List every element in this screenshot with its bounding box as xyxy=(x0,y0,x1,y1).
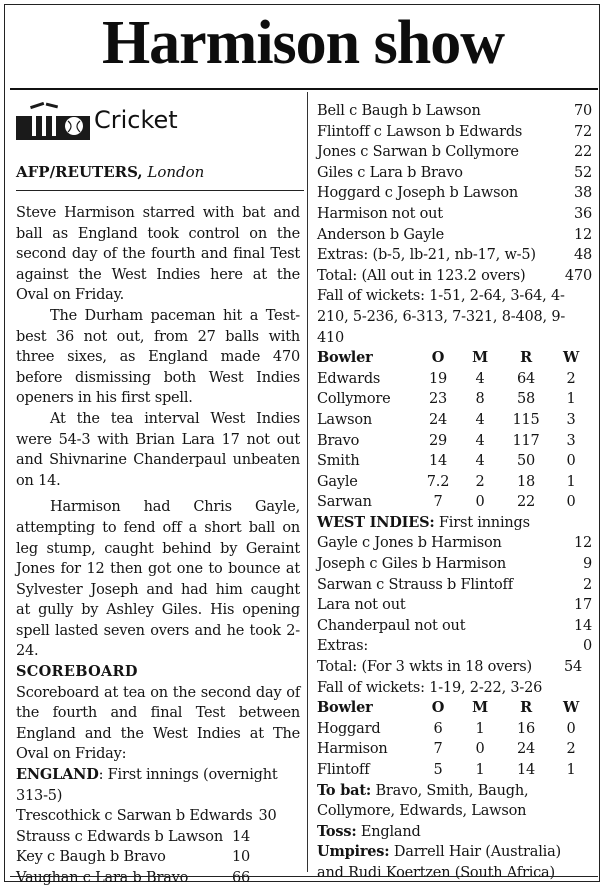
bowling-header: R xyxy=(520,699,532,717)
bowler: Flintoff xyxy=(317,762,370,778)
wickets: 0 xyxy=(566,494,576,511)
runs-conceded: 18 xyxy=(516,473,536,490)
bowler: Edwards xyxy=(317,370,381,387)
bowler: Hoggard xyxy=(317,720,381,737)
westindies-team: WEST INDIES: xyxy=(317,513,435,531)
batsman: Vaughan c Lara b Bravo xyxy=(16,870,189,886)
toss xyxy=(317,822,592,843)
extras-label: Extras: (b-5, lb-21, nb-17, w-5) xyxy=(317,247,536,264)
runs-conceded: 64 xyxy=(516,370,536,387)
england-innings-heading xyxy=(16,765,300,806)
batsman: Joseph c Giles b Harmison xyxy=(317,556,507,573)
overs: 7.2 xyxy=(426,473,450,490)
batsman: Sarwan c Strauss b Flintoff xyxy=(317,576,513,593)
runs: 72 xyxy=(573,123,592,140)
wickets: 2 xyxy=(566,370,576,387)
bowler: Sarwan xyxy=(317,494,372,511)
batsman: Anderson b Gayle xyxy=(317,226,445,243)
runs-conceded: 16 xyxy=(516,720,536,737)
batting-row xyxy=(16,868,300,889)
maidens: 8 xyxy=(475,391,485,408)
batsman: Harmison not out xyxy=(317,205,443,222)
batsman: Strauss c Edwards b Lawson xyxy=(16,828,223,845)
maidens: 4 xyxy=(475,411,485,428)
toss-value: England xyxy=(356,823,421,840)
runs: 30 xyxy=(258,808,277,825)
story-paragraph: Harmison had Chris Gayle, attempting to fend off a short ball on leg stump, caught behind by Geraint Jones for 12 then got one to bounce at Sylvester Joseph and had him caught at gully by Ashley Giles. His opening spell lasted seven overs and he took 2-24. xyxy=(16,499,300,660)
fall-of-wickets: Fall of wickets: 1-19, 2-22, 3-26 xyxy=(317,679,543,696)
england-innings-label: : First innings (overnight 313-5) xyxy=(16,767,278,804)
england-team: ENGLAND xyxy=(16,766,99,784)
batsman: Hoggard c Joseph b Lawson xyxy=(317,185,519,202)
bowling-header: W xyxy=(562,699,580,717)
headline: Harmison show xyxy=(101,9,505,77)
cricket-wicket-icon xyxy=(16,102,90,140)
toss-label: Toss: xyxy=(317,822,357,840)
overs: 7 xyxy=(433,741,443,758)
batting-row xyxy=(16,827,300,848)
story-paragraph: Steve Harmison starred with bat and ball as England took control on the second day of the fourth and final Test against the West Indies here at the Oval on Friday. xyxy=(16,205,300,304)
runs: 52 xyxy=(573,164,592,181)
batsman: Key c Baugh b Bravo xyxy=(16,849,166,866)
overs: 5 xyxy=(433,762,443,778)
batting-row xyxy=(317,616,592,637)
umpires-label: Umpires: xyxy=(317,843,390,861)
runs: 12 xyxy=(573,226,592,243)
story-paragraph: The Durham paceman hit a Test-best 36 not out, from 27 balls with three sixes, as England made 470 before dismissing both West Indies openers in his first spell. xyxy=(16,307,300,407)
maidens: 0 xyxy=(475,494,485,511)
runs-conceded: 14 xyxy=(516,762,536,778)
to-bat-label: To bat: xyxy=(317,781,372,799)
maidens: 0 xyxy=(475,741,485,758)
batting-row xyxy=(317,183,592,204)
overs: 14 xyxy=(428,453,448,470)
bowler: Lawson xyxy=(317,411,372,428)
runs: 2 xyxy=(582,576,592,593)
runs: 22 xyxy=(573,144,592,161)
bowler: Harmison xyxy=(317,741,388,758)
runs: 66 xyxy=(231,870,250,886)
maidens: 1 xyxy=(475,720,485,737)
maidens: 4 xyxy=(475,432,485,449)
overs: 23 xyxy=(428,391,448,408)
batting-row xyxy=(16,847,300,868)
total-row xyxy=(317,657,592,678)
byline xyxy=(16,160,304,191)
wickets: 1 xyxy=(566,391,576,408)
runs: 9 xyxy=(582,556,592,573)
batting-row xyxy=(317,122,592,143)
england-bowling-table xyxy=(317,348,592,513)
right-column xyxy=(317,101,592,884)
batsman: Trescothick c Sarwan b Edwards xyxy=(16,808,253,825)
bowling-header: M xyxy=(472,699,488,717)
bowling-header: O xyxy=(431,699,445,717)
extras-value: 48 xyxy=(573,247,592,264)
total-value: 54 xyxy=(563,659,582,676)
runs: 14 xyxy=(573,617,592,634)
runs: 17 xyxy=(573,597,592,614)
bowling-header: Bowler xyxy=(317,699,373,717)
runs: 12 xyxy=(573,535,592,552)
westindies-innings-heading xyxy=(317,513,592,534)
left-column xyxy=(16,203,300,889)
wickets: 2 xyxy=(566,741,576,758)
runs-conceded: 24 xyxy=(516,741,536,758)
total-label: Total: (For 3 wkts in 18 overs) xyxy=(317,659,532,676)
bowling-header: M xyxy=(472,349,488,367)
extras-row xyxy=(317,636,592,657)
batsman: Giles c Lara b Bravo xyxy=(317,164,463,181)
runs: 10 xyxy=(231,849,250,866)
batsman: Lara not out xyxy=(317,597,406,614)
wickets: 0 xyxy=(566,453,576,470)
westindies-innings-label: First innings xyxy=(434,514,530,531)
bowler: Gayle xyxy=(317,473,358,490)
total-value: 470 xyxy=(564,267,592,284)
section-header xyxy=(16,102,306,142)
overs: 24 xyxy=(428,411,448,428)
byline-agency: AFP/REUTERS, xyxy=(16,163,143,181)
wickets: 0 xyxy=(566,720,576,737)
runs-conceded: 22 xyxy=(516,494,536,511)
batting-row xyxy=(317,595,592,616)
runs-conceded: 50 xyxy=(516,453,536,470)
wickets: 3 xyxy=(566,432,576,449)
fall-of-wickets: Fall of wickets: 1-51, 2-64, 3-64, 4-210, 5-236, 6-313, 7-321, 8-408, 9-410 xyxy=(317,288,566,346)
batting-row xyxy=(317,101,592,122)
extras-label: Extras: xyxy=(317,638,369,655)
wickets: 1 xyxy=(566,473,576,490)
runs: 70 xyxy=(573,103,592,119)
westindies-bowling-table xyxy=(317,698,592,780)
total-row xyxy=(317,266,592,287)
total-label: Total: (All out in 123.2 overs) xyxy=(317,267,526,284)
overs: 7 xyxy=(433,494,443,511)
maidens: 2 xyxy=(475,473,485,490)
batting-row xyxy=(317,204,592,225)
extras-value: 0 xyxy=(582,638,592,655)
maidens: 4 xyxy=(475,453,485,470)
byline-place: London xyxy=(147,163,205,181)
scoreboard-intro: Scoreboard at tea on the second day of the fourth and final Test between England and the West Indies at The Oval on Friday: xyxy=(16,684,300,763)
to-bat xyxy=(317,781,592,822)
batsman: Chanderpaul not out xyxy=(317,617,466,634)
runs: 14 xyxy=(231,828,250,845)
batsman: Gayle c Jones b Harmison xyxy=(317,535,502,552)
bowling-header: R xyxy=(520,349,532,367)
batting-row xyxy=(317,225,592,246)
runs-conceded: 115 xyxy=(512,411,540,428)
bottom-rule xyxy=(10,876,598,877)
to-bat-value: Bravo, Smith, Baugh, Collymore, Edwards, Lawson xyxy=(317,782,529,820)
batsman: Bell c Baugh b Lawson xyxy=(317,103,481,119)
bowler: Collymore xyxy=(317,391,391,408)
bowler: Bravo xyxy=(317,432,360,449)
umpires xyxy=(317,842,592,883)
wickets: 1 xyxy=(566,762,576,778)
wickets: 3 xyxy=(566,411,576,428)
section-label: Cricket xyxy=(94,106,178,134)
batting-row xyxy=(317,575,592,596)
runs: 38 xyxy=(573,185,592,202)
batting-row xyxy=(317,533,592,554)
story-paragraph: At the tea interval West Indies were 54-3 with Brian Lara 17 not out and Shivnarine Chanderpaul unbeaten on 14. xyxy=(16,410,300,489)
bowling-header: Bowler xyxy=(317,349,373,367)
overs: 19 xyxy=(428,370,448,387)
overs: 29 xyxy=(428,432,448,449)
bowler: Smith xyxy=(317,453,360,470)
runs: 36 xyxy=(573,205,592,222)
bowling-header: W xyxy=(562,349,580,367)
bowling-header: O xyxy=(431,349,445,367)
scoreboard-heading: SCOREBOARD xyxy=(16,663,138,681)
headline-rule xyxy=(10,88,598,90)
runs-conceded: 58 xyxy=(516,391,536,408)
maidens: 1 xyxy=(475,762,485,778)
extras-row xyxy=(317,245,592,266)
batting-row xyxy=(317,163,592,184)
runs-conceded: 117 xyxy=(512,432,540,449)
batsman: Flintoff c Lawson b Edwards xyxy=(317,123,523,140)
overs: 6 xyxy=(433,720,443,737)
batting-row xyxy=(16,806,300,827)
batting-row xyxy=(317,554,592,575)
umpires-value: Darrell Hair (Australia) and Rudi Koertzen (South Africa) xyxy=(317,844,561,881)
batsman: Jones c Sarwan b Collymore xyxy=(317,144,519,161)
maidens: 4 xyxy=(475,370,485,387)
column-divider xyxy=(307,92,308,872)
batting-row xyxy=(317,142,592,163)
